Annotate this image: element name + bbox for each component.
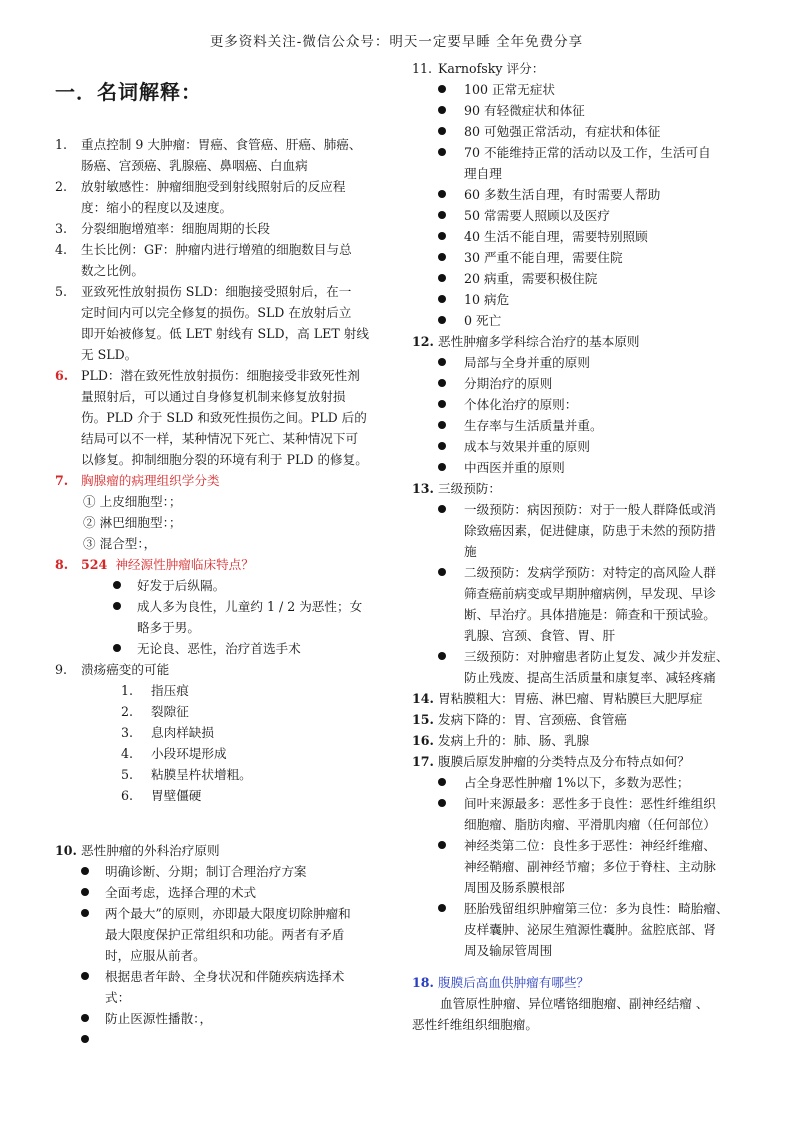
list-item: 神经类第二位：良性多于恶性：神经纤维瘤、 神经鞘瘤、副神经节瘤；多位于脊柱、主动脉 周围及肠系膜根部	[438, 835, 742, 898]
item-8: 8. 524 神经源性肿瘤临床特点？	[55, 557, 254, 572]
bullet-icon	[438, 379, 446, 387]
item-10: 10. 恶性肿瘤的外科治疗原则	[55, 843, 220, 858]
list-item: 二级预防：发病学预防：对特定的高风险人群 筛查癌前病变或早期肿瘤病例，早发现、早诊 断、早治疗。具体措施是：筛查和干预试验。 乳腺、宫颈、食管、胃、肝	[438, 562, 742, 646]
list-item: 个体化治疗的原则：	[438, 394, 742, 415]
item-13: 13. 三级预防：	[412, 481, 501, 496]
list-item: 3. 息肉样缺损	[121, 725, 214, 740]
list-item: ① 上皮细胞型：；	[83, 494, 182, 509]
bullet-icon	[81, 972, 89, 980]
bullet-icon	[438, 421, 446, 429]
list-item: 防止医源性播散：，	[81, 1008, 390, 1029]
list-item: 50 常需要人照顾以及医疗	[438, 205, 742, 226]
bullet-icon	[438, 295, 446, 303]
list-item: ③ 混合型：，	[83, 536, 157, 551]
list-item: 6. 胃壁僵硬	[121, 788, 202, 803]
bullet-icon	[438, 358, 446, 366]
item-7: 7. 胸腺瘤的病理组织学分类	[55, 473, 220, 488]
bullet-icon	[113, 644, 121, 652]
item-9: 9. 溃疡癌变的可能	[55, 662, 170, 677]
list-item: 2. 裂隙征	[121, 704, 189, 719]
bullet-icon	[438, 316, 446, 324]
bullet-icon	[438, 85, 446, 93]
item-5: 5. 亚致死性放射损伤 SLD：细胞接受照射后，在一 定时间内可以完全修复的损伤。SLD 在放射后立 即开始被修复。低 LET 射线有 SLD，高 LET 射线 无 SLD。	[55, 284, 369, 362]
bullet-icon	[438, 904, 446, 912]
bullet-icon	[438, 211, 446, 219]
list-item: 分期治疗的原则	[438, 373, 742, 394]
bullet-icon	[438, 106, 446, 114]
list-item: 明确诊断、分期；制订合理治疗方案	[81, 861, 390, 882]
bullet-icon	[438, 127, 446, 135]
left-column	[55, 134, 390, 806]
item-17-bullets	[412, 772, 742, 961]
bullet-icon	[438, 400, 446, 408]
bullet-icon	[438, 274, 446, 282]
bullet-icon	[438, 190, 446, 198]
list-item: 好发于后纵隔。	[113, 575, 390, 596]
item-18: 18. 腹膜后高血供肿瘤有哪些？	[412, 975, 590, 990]
bullet-icon	[438, 253, 446, 261]
item-15: 15. 发病下降的：胃、宫颈癌、食管癌	[412, 712, 627, 727]
bullet-icon	[438, 778, 446, 786]
list-item: 100 正常无症状	[438, 79, 742, 100]
list-item: 成本与效果并重的原则	[438, 436, 742, 457]
list-item: 中西医并重的原则	[438, 457, 742, 478]
left-column-lower	[55, 840, 390, 1050]
list-item: 一级预防：病因预防：对于一般人群降低或消 除致癌因素，促进健康，防患于未然的预防措 施	[438, 499, 742, 562]
item-14: 14. 胃粘膜粗大：胃癌、淋巴瘤、胃粘膜巨大肥厚症	[412, 691, 703, 706]
item-17: 17. 腹膜后原发肿瘤的分类特点及分布特点如何？	[412, 754, 690, 769]
bullet-icon	[113, 581, 121, 589]
list-item: 根据患者年龄、全身状况和伴随疾病选择术 式：	[81, 966, 390, 1008]
right-column-lower: 18. 腹膜后高血供肿瘤有哪些？ 血管原性肿瘤、异位嗜铬细胞瘤、副神经结瘤 、 恶性纤维组织细胞瘤。	[412, 972, 742, 1035]
bullet-icon	[81, 867, 89, 875]
item-6: 6. PLD：潜在致死性放射损伤：细胞接受非致死性剂 量照射后，可以通过自身修复机制来修复放射损 伤。PLD 介于 SLD 和致死性损伤之间。PLD 后的 结局可以不一样，某种情况下死亡、某种情况下可 以修复。抑制细胞分裂的环境有利于 PLD 的修复。	[55, 368, 368, 467]
list-item: 4. 小段环堤形成	[121, 746, 227, 761]
bullet-icon	[438, 505, 446, 513]
item-13-bullets	[412, 499, 742, 688]
bullet-icon	[81, 1035, 89, 1043]
item-2: 2. 放射敏感性：肿瘤细胞受到射线照射后的反应程 度：缩小的程度以及速度。	[55, 179, 346, 215]
list-item: 10 病危	[438, 289, 742, 310]
list-item: 70 不能维持正常的活动以及工作，生活可自 理自理	[438, 142, 742, 184]
item-7-subs	[55, 491, 390, 554]
list-item: 生存率与生活质量并重。	[438, 415, 742, 436]
list-item: 成人多为良性，儿童约 1 / 2 为恶性；女 略多于男。	[113, 596, 390, 638]
list-item: ② 淋巴细胞型：；	[83, 515, 182, 530]
list-item: 全面考虑，选择合理的术式	[81, 882, 390, 903]
list-item: 30 严重不能自理，需要住院	[438, 247, 742, 268]
list-item: 局部与全身并重的原则	[438, 352, 742, 373]
list-item: 5. 粘膜呈杵状增粗。	[121, 767, 252, 782]
item-16: 16. 发病上升的：肺、肠、乳腺	[412, 733, 590, 748]
list-item: 80 可勉强正常活动，有症状和体征	[438, 121, 742, 142]
list-item: 60 多数生活自理，有时需要人帮助	[438, 184, 742, 205]
list-item: 间叶来源最多：恶性多于良性：恶性纤维组织 细胞瘤、脂肪肉瘤、平滑肌肉瘤（任何部位）	[438, 793, 742, 835]
bullet-icon	[438, 232, 446, 240]
bullet-icon	[438, 841, 446, 849]
bullet-icon	[81, 888, 89, 896]
bullet-icon	[438, 799, 446, 807]
list-item: 90 有轻微症状和体征	[438, 100, 742, 121]
list-item: 1. 指压痕	[121, 683, 189, 698]
section-title: 一．名词解释：	[55, 80, 202, 104]
item-11: 11. Karnofsky 评分：	[412, 61, 545, 76]
item-9-subs	[55, 680, 390, 806]
bullet-icon	[438, 442, 446, 450]
list-item: 三级预防：对肿瘤患者防止复发、减少并发症、 防止残废、提高生活质量和康复率、减轻疼痛	[438, 646, 742, 688]
item-12-bullets	[412, 352, 742, 478]
bullet-icon	[113, 602, 121, 610]
bullet-icon	[438, 652, 446, 660]
item-11-bullets	[412, 79, 742, 331]
bullet-icon	[81, 1014, 89, 1022]
list-item: 两个最大”的原则，亦即最大限度切除肿瘤和 最大限度保护正常组织和功能。两者有矛盾 时，应服从前者。	[81, 903, 390, 966]
bullet-icon	[438, 148, 446, 156]
right-column	[412, 58, 742, 961]
bullet-icon	[438, 568, 446, 576]
item-10-bullets	[55, 861, 390, 1050]
item-1: 1. 重点控制 9 大肿瘤：胃癌、食管癌、肝癌、肺癌、 肠癌、宫颈癌、乳腺癌、鼻咽癌、白血病	[55, 137, 362, 173]
list-item: 胚胎残留组织肿瘤第三位：多为良性：畸胎瘤、 皮样囊肿、泌尿生殖源性囊肿。盆腔底部、肾 周及输尿管周围	[438, 898, 742, 961]
list-item: 40 生活不能自理，需要特别照顾	[438, 226, 742, 247]
item-3: 3. 分裂细胞增殖率：细胞周期的长段	[55, 221, 270, 236]
list-item: 无论良、恶性，治疗首选手术	[113, 638, 390, 659]
item-12: 12. 恶性肿瘤多学科综合治疗的基本原则	[412, 334, 640, 349]
list-item: 占全身恶性肿瘤 1%以下，多数为恶性；	[438, 772, 742, 793]
page-header: 更多资料关注-微信公众号：明天一定要早睡 全年免费分享	[209, 34, 584, 50]
list-item	[81, 1029, 390, 1050]
bullet-icon	[81, 909, 89, 917]
list-item: 20 病重，需要积极住院	[438, 268, 742, 289]
list-item: 0 死亡	[438, 310, 742, 331]
item-4: 4. 生长比例：GF：肿瘤内进行增殖的细胞数目与总 数之比例。	[55, 242, 352, 278]
bullet-icon	[438, 463, 446, 471]
item-8-bullets	[55, 575, 390, 659]
